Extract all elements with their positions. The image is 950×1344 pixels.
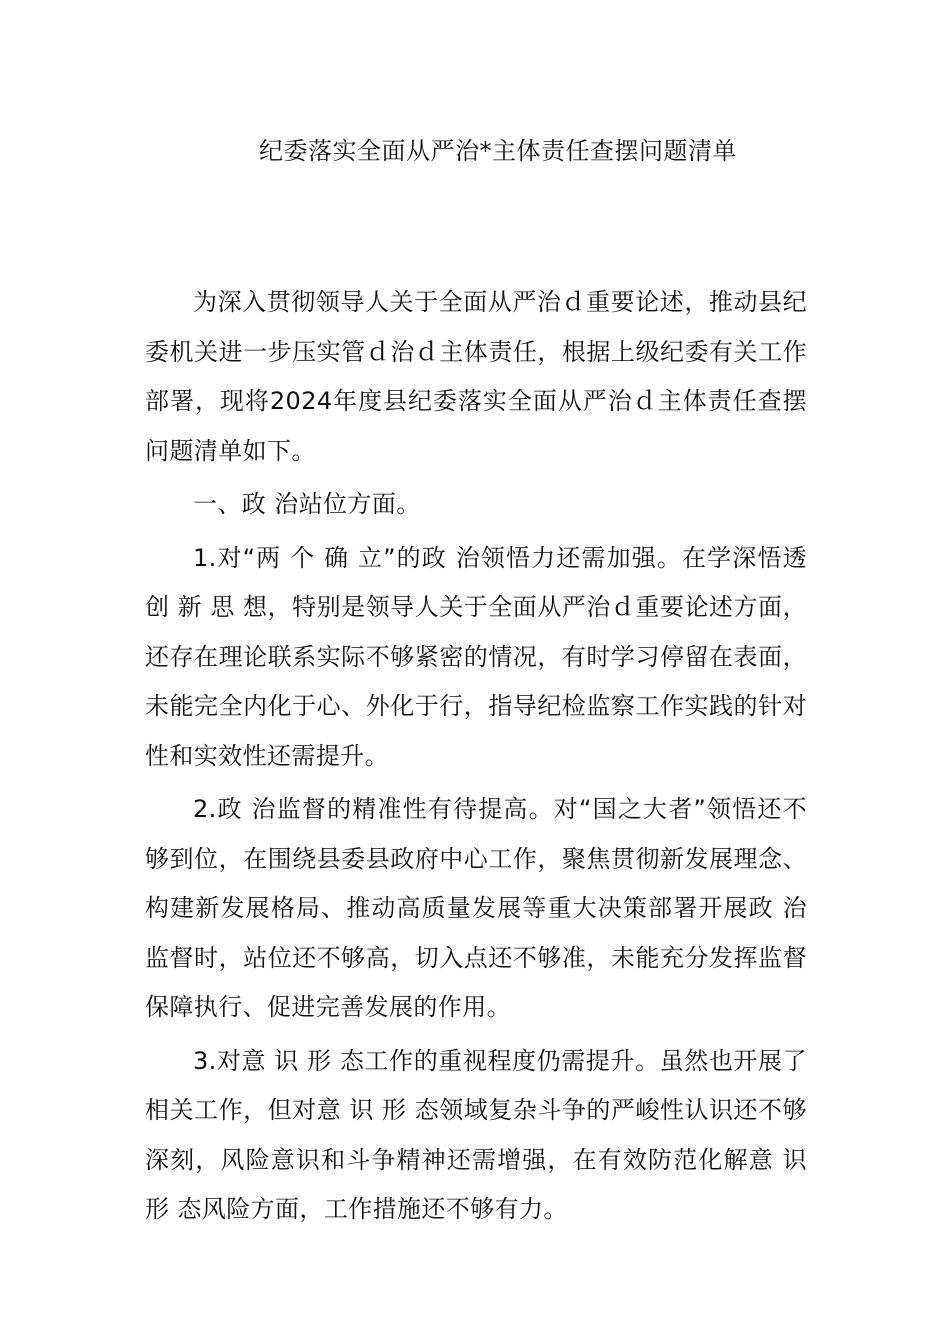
intro-paragraph: 为深入贯彻领导人关于全面从严治ｄ重要论述，推动县纪委机关进一步压实管ｄ治ｄ主体责任，根据上级纪委有关工作部署，现将2024年度县纪委落实全面从严治ｄ主体责任查摆问题清单如下。 — [145, 288, 807, 465]
issue-paragraph-3: 3.对意 识 形 态工作的重视程度仍需提升。虽然也开展了相关工作，但对意 识 形 态领域复杂斗争的严峻性认识还不够深刻，风险意识和斗争精神还需增强，在有效防范化解意 识 形 态风险方面，工作措施还不够有力。 — [145, 1046, 807, 1223]
document-title: 纪委落实全面从严治*主体责任查摆问题清单 — [259, 137, 737, 165]
document-body — [145, 278, 807, 1239]
issue-paragraph-2: 2.政 治监督的精准性有待提高。对“国之大者”领悟还不够到位，在围绕县委县政府中心工作，聚焦贯彻新发展理念、构建新发展格局、推动高质量发展等重大决策部署开展政 治监督时，站位还不够高，切入点还不够准，未能充分发挥监督保障执行、促进完善发展的作用。 — [145, 795, 807, 1021]
issue-paragraph-1: 1.对“两 个 确 立”的政 治领悟力还需加强。在学深悟透创 新 思 想，特别是领导人关于全面从严治ｄ重要论述方面，还存在理论联系实际不够紧密的情况，有时学习停留在表面，未能完全内化于心、外化于行，指导纪检监察工作实践的针对性和实效性还需提升。 — [145, 543, 807, 770]
section-heading: 一、政 治站位方面。 — [193, 490, 421, 518]
